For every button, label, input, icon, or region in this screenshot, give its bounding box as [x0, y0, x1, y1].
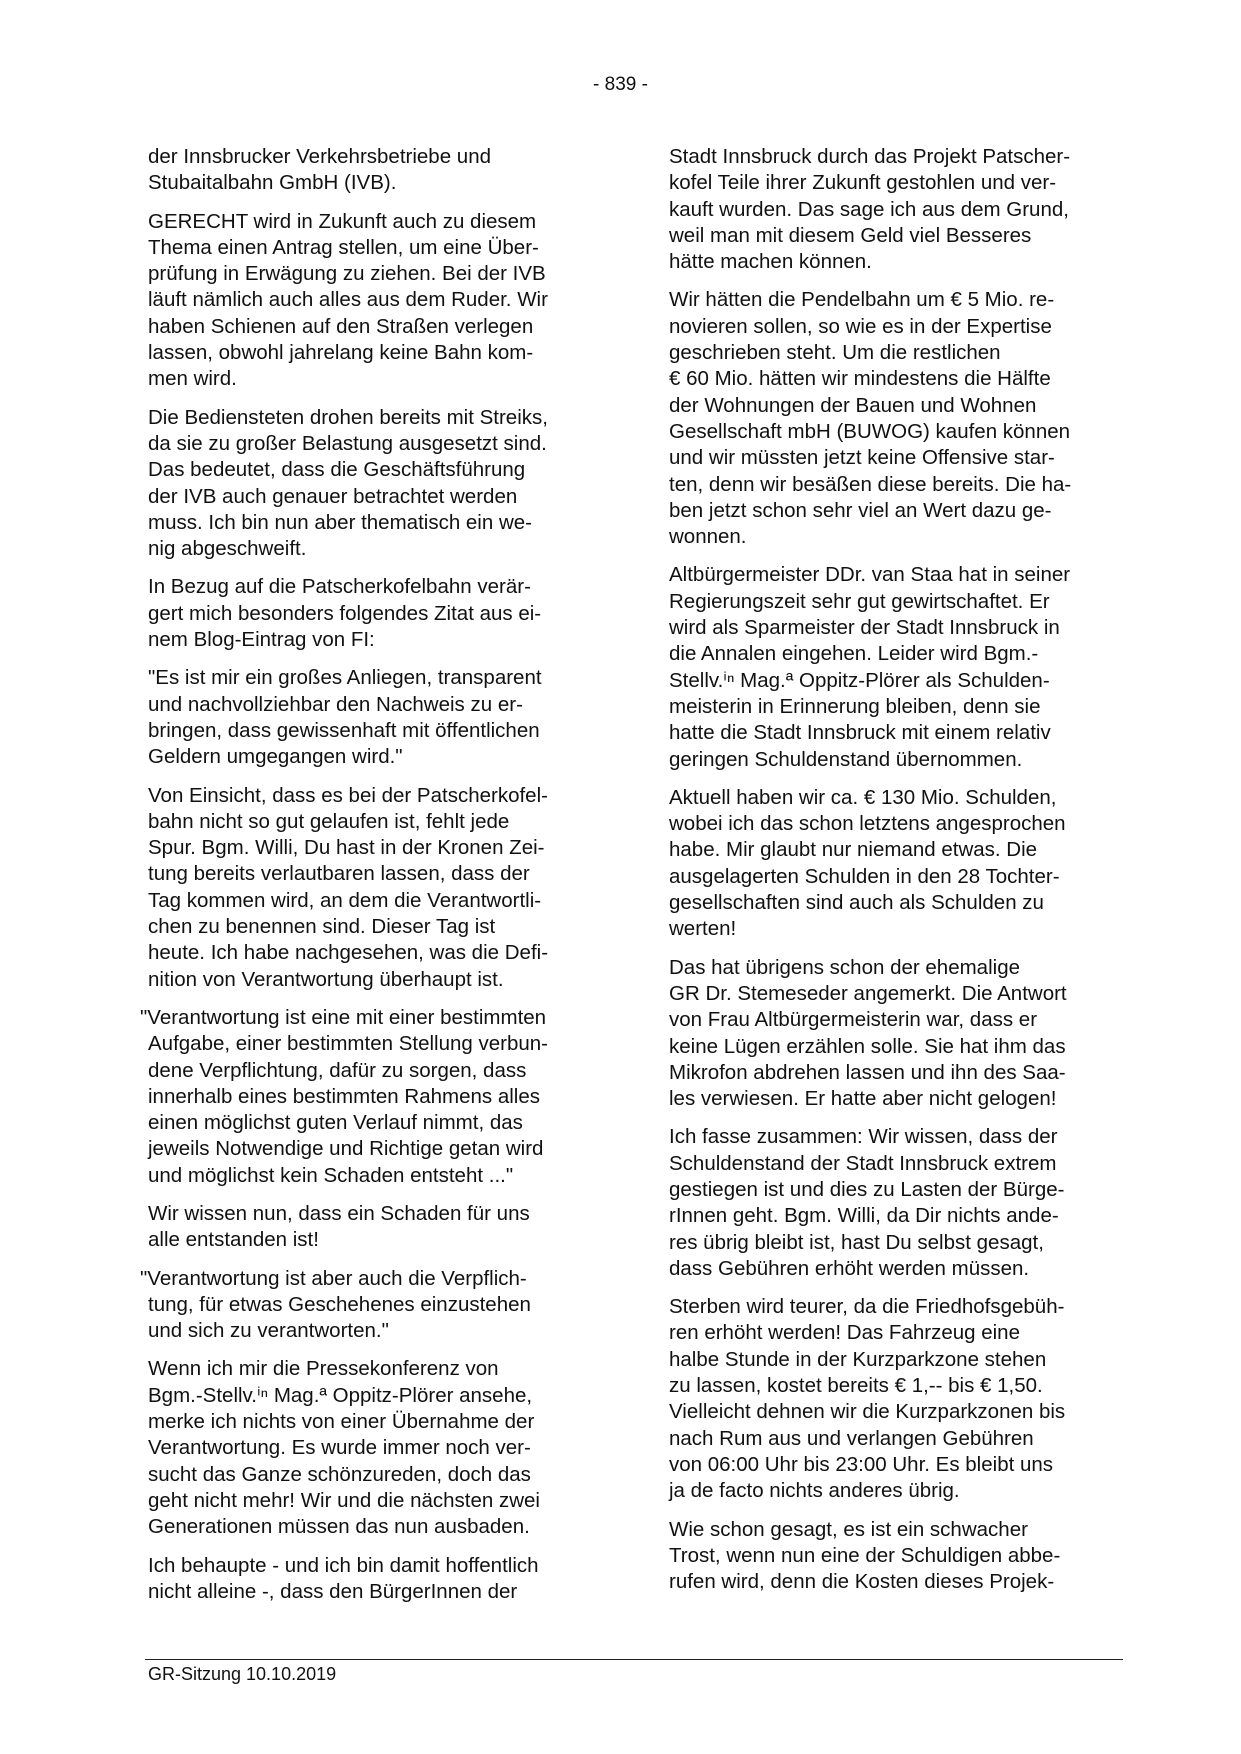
paragraph-quote: "Verantwortung ist aber auch die Verpflich- tung, für etwas Geschehenes einzustehen und sich zu verantworten.": [140, 1266, 531, 1343]
footer-session-date: GR-Sitzung 10.10.2019: [148, 1664, 337, 1684]
paragraph: der Innsbrucker Verkehrsbetriebe und Stubaitalbahn GmbH (IVB).: [148, 145, 492, 195]
paragraph: Die Bediensteten drohen bereits mit Streiks, da sie zu großer Belastung ausgesetzt sind. Das bedeutet, dass die Geschäftsführung der IVB auch genauer betrachtet werden muss. Ich bin nun aber thematisch ein we- nig abgeschweift.: [148, 405, 548, 561]
paragraph: Sterben wird teurer, da die Friedhofsgebüh- ren erhöht werden! Das Fahrzeug eine halbe Stunde in der Kurzparkzone stehen zu lassen, kostet bereits € 1,-- bis € 1,50. Vielleicht dehnen wir die Kurzparkzonen bis nach Rum aus und verlangen Gebühren von 06:00 Uhr bis 23:00 Uhr. Es bleibt uns ja de facto nichts anderes übrig.: [669, 1295, 1066, 1503]
paragraph: Stadt Innsbruck durch das Projekt Patscher- kofel Teile ihrer Zukunft gestohlen und ver- kauft wurden. Das sage ich aus dem Grund, weil man mit diesem Geld viel Besseres hätte machen können.: [669, 145, 1071, 274]
paragraph-quote: "Verantwortung ist eine mit einer bestimmten Aufgabe, einer bestimmten Stellung verbun- dene Verpflichtung, dafür zu sorgen, dass innerhalb eines bestimmten Rahmens alles einen möglichst guten Verlauf nimmt, das jeweils Notwendige und Richtige getan wird und möglichst kein Schaden entsteht ...": [140, 1005, 548, 1187]
right-column: [669, 144, 1129, 1607]
paragraph: Wir hätten die Pendelbahn um € 5 Mio. re- novieren sollen, so wie es in der Expertise geschrieben steht. Um die restlichen € 60 Mio. hätten wir mindestens die Hälfte der Wohnungen der Bauen und Wohnen Gesellschaft mbH (BUWOG) kaufen können und wir müssten jetzt keine Offensive star- ten, denn wir besäßen diese bereits. Die ha- ben jetzt schon sehr viel an Wert dazu ge- wonnen.: [669, 288, 1072, 549]
page-number: - 839 -: [593, 74, 648, 95]
footer-divider: [145, 1659, 1123, 1660]
paragraph: Wie schon gesagt, es ist ein schwacher Trost, wenn nun eine der Schuldigen abbe- rufen wird, denn die Kosten dieses Projek-: [669, 1517, 1061, 1594]
paragraph: Das hat übrigens schon der ehemalige GR Dr. Stemeseder angemerkt. Die Antwort von Frau Altbürgermeisterin war, dass er keine Lügen erzählen solle. Sie hat ihm das Mikrofon abdrehen lassen und ihn des Saa- les verwiesen. Er hatte aber nicht gelogen!: [669, 955, 1067, 1111]
paragraph-quote: "Es ist mir ein großes Anliegen, transparent und nachvollziehbar den Nachweis zu er- bringen, dass gewissenhaft mit öffentlichen Geldern umgegangen wird.": [148, 666, 542, 769]
paragraph: Wenn ich mir die Pressekonferenz von Bgm.-Stellv.ⁱⁿ Mag.ª Oppitz-Plörer ansehe, merke ich nichts von einer Übernahme der Verantwortung. Es wurde immer noch ver- sucht das Ganze schönzureden, doch das geht nicht mehr! Wir und die nächsten zwei Generationen müssen das nun ausbaden.: [148, 1357, 540, 1539]
paragraph: Ich behaupte - und ich bin damit hoffentlich nicht alleine -, dass den BürgerInnen der: [148, 1553, 539, 1603]
paragraph: Altbürgermeister DDr. van Staa hat in seiner Regierungszeit sehr gut gewirtschaftet. Er wird als Sparmeister der Stadt Innsbruck in die Annalen eingehen. Leider wird Bgm.- Stellv.ⁱⁿ Mag.ª Oppitz-Plörer als Schulden- meisterin in Erinnerung bleiben, denn sie hatte die Stadt Innsbruck mit einem relativ geringen Schuldenstand übernommen.: [669, 563, 1071, 771]
left-column: [140, 144, 608, 1617]
paragraph: Aktuell haben wir ca. € 130 Mio. Schulden, wobei ich das schon letztens angesprochen habe. Mir glaubt nur niemand etwas. Die ausgelagerten Schulden in den 28 Tochter- gesellschaften sind auch als Schulden zu werten!: [669, 785, 1066, 941]
paragraph: Wir wissen nun, dass ein Schaden für uns alle entstanden ist!: [148, 1201, 530, 1252]
paragraph: In Bezug auf die Patscherkofelbahn verär- gert mich besonders folgendes Zitat aus ei- nem Blog-Eintrag von FI:: [148, 575, 542, 652]
paragraph: Ich fasse zusammen: Wir wissen, dass der Schuldenstand der Stadt Innsbruck extrem gestiegen ist und dies zu Lasten der Bürge- rInnen geht. Bgm. Willi, da Dir nichts ande- res übrig bleibt ist, hast Du selbst gesagt, dass Gebühren erhöht werden müssen.: [669, 1125, 1065, 1280]
paragraph: Von Einsicht, dass es bei der Patscherkofel- bahn nicht so gut gelaufen ist, fehlt jede Spur. Bgm. Willi, Du hast in der Kronen Zei- tung bereits verlautbaren lassen, dass der Tag kommen wird, an dem die Verantwortli- chen zu benennen sind. Dieser Tag ist heute. Ich habe nachgesehen, was die Defi- nition von Verantwortung überhaupt ist.: [148, 783, 549, 991]
paragraph: GERECHT wird in Zukunft auch zu diesem Thema einen Antrag stellen, um eine Über- prüfung in Erwägung zu ziehen. Bei der IVB läuft nämlich auch alles aus dem Ruder. Wir haben Schienen auf den Straßen verlegen lassen, obwohl jahrelang keine Bahn kom- men wird.: [148, 209, 548, 391]
